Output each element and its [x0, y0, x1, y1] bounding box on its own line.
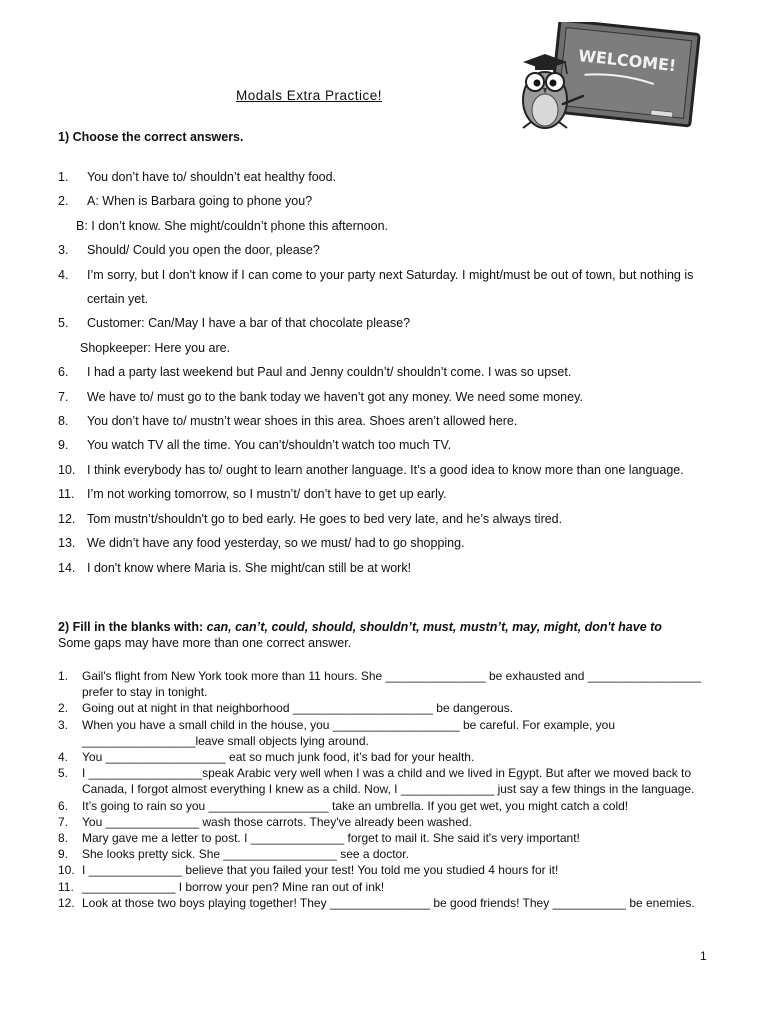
question-text: A: When is Barbara going to phone you?	[87, 194, 313, 209]
question-number: 12.	[58, 511, 76, 526]
question-number: 4.	[58, 750, 69, 765]
question-text: When you have a small child in the house, you ___________________ be careful. For example, you _________________leave small objects lying around.	[82, 717, 616, 748]
owl-teacher-chalkboard-illustration	[505, 22, 705, 134]
question-number: 12.	[58, 895, 75, 910]
question-text: You ______________ wash those carrots. They've already been washed.	[82, 814, 472, 829]
fill-blank-item	[58, 765, 708, 797]
question-number: 2.	[58, 194, 69, 209]
question-number: 10.	[58, 863, 75, 878]
question-text: You don’t have to/ shouldn’t eat healthy food.	[87, 170, 337, 184]
question-text: I don't know where Maria is. She might/can still be at work!	[87, 560, 412, 575]
question-number: 8.	[58, 831, 69, 846]
fill-blank-item	[58, 895, 708, 911]
section2-heading-note: Some gaps may have more than one correct answer.	[58, 636, 352, 650]
section1-heading: 1) Choose the correct answers.	[58, 130, 244, 144]
question-item	[58, 507, 698, 531]
section2-word-bank: can, can’t, could, should, shouldn’t, must, mustn’t, may, might, don't have to	[206, 620, 662, 634]
question-text: It’s going to rain so you __________________ take an umbrella. If you get wet, you might catch a cold!	[82, 798, 629, 813]
question-text: Look at those two boys playing together! They _______________ be good friends! They ___________ be enemies.	[82, 895, 695, 910]
question-number: 13.	[58, 536, 76, 551]
question-item	[58, 385, 698, 409]
question-item	[58, 360, 698, 384]
question-item	[58, 482, 698, 506]
fill-blank-item	[58, 749, 708, 765]
question-text: You watch TV all the time. You can’t/shouldn’t watch too much TV.	[87, 438, 452, 453]
question-text: Tom mustn’t/shouldn't go to bed early. He goes to bed very late, and he’s always tired.	[87, 511, 563, 526]
question-number: 2.	[58, 701, 69, 716]
question-number: 7.	[58, 814, 69, 829]
question-text: Customer: Can/May I have a bar of that chocolate please?	[87, 316, 411, 331]
question-text: Gail's flight from New York took more than 11 hours. She _______________ be exhausted and _________________ prefer to stay in tonight.	[82, 669, 702, 700]
question-item	[58, 263, 698, 312]
question-text: I _________________speak Arabic very well when I was a child and we lived in Egypt. But after we moved back to Canada, I forgot almost everything I knew as a child. Now, I ______________ just say a few things in the language.	[82, 766, 695, 797]
question-text: ______________ I borrow your pen? Mine ran out of ink!	[82, 879, 385, 894]
question-item	[58, 556, 698, 580]
question-text: I ______________ believe that you failed your test! You told me you studied 4 hours for it!	[82, 863, 559, 878]
question-number: 14.	[58, 560, 76, 575]
fill-blank-item	[58, 700, 708, 716]
question-text: You don’t have to/ mustn’t wear shoes in this area. Shoes aren’t allowed here.	[87, 414, 518, 429]
section2-heading	[58, 619, 698, 651]
question-text: Should/ Could you open the door, please?	[87, 243, 320, 258]
question-number: 11.	[58, 879, 74, 894]
question-number: 8.	[58, 414, 69, 429]
page-number: 1	[700, 949, 707, 963]
worksheet-title: Modals Extra Practice!	[235, 88, 383, 103]
question-item	[58, 165, 698, 189]
question-item	[58, 311, 698, 335]
question-item	[58, 238, 698, 262]
question-number: 6.	[58, 798, 69, 813]
question-text: I’m not working tomorrow, so I mustn’t/ don’t have to get up early.	[87, 487, 447, 502]
question-subline: B: I don’t know. She might/couldn’t phone this afternoon.	[76, 218, 389, 233]
question-item	[58, 189, 698, 213]
fill-blank-item	[58, 717, 708, 749]
welcome-board-text: WELCOME!	[577, 46, 678, 76]
question-number: 3.	[58, 717, 69, 732]
section2-question-list	[58, 668, 708, 911]
fill-blank-item	[58, 862, 708, 878]
question-item	[58, 531, 698, 555]
question-text: We have to/ must go to the bank today we haven’t got any money. We need some money.	[87, 389, 583, 404]
section2-heading-lead: 2) Fill in the blanks with:	[58, 620, 207, 634]
question-subline: Shopkeeper: Here you are.	[80, 340, 231, 355]
question-number: 10.	[58, 462, 76, 477]
question-number: 7.	[58, 389, 69, 404]
question-text: I had a party last weekend but Paul and Jenny couldn’t/ shouldn’t come. I was so upset.	[87, 365, 572, 380]
question-number: 1.	[58, 669, 69, 683]
question-text: You __________________ eat so much junk food, it’s bad for your health.	[82, 750, 475, 765]
question-text: I think everybody has to/ ought to learn another language. It’s a good idea to know more than one language.	[87, 462, 684, 477]
section1-question-list	[58, 165, 698, 580]
question-number: 9.	[58, 847, 69, 862]
question-item	[58, 433, 698, 457]
fill-blank-item	[58, 879, 708, 895]
question-text: She looks pretty sick. She _________________ see a doctor.	[82, 847, 409, 862]
question-item	[58, 409, 698, 433]
question-number: 9.	[58, 438, 69, 453]
question-text: Going out at night in that neighborhood _____________________ be dangerous.	[82, 701, 514, 716]
question-item	[58, 458, 698, 482]
question-text: We didn’t have any food yesterday, so we must/ had to go shopping.	[87, 536, 465, 551]
fill-blank-item	[58, 668, 708, 700]
question-number: 4.	[58, 267, 69, 282]
question-number: 5.	[58, 316, 69, 331]
fill-blank-item	[58, 830, 708, 846]
question-number: 5.	[58, 766, 69, 781]
question-text: Mary gave me a letter to post. I ______________ forget to mail it. She said it's very important!	[82, 831, 580, 846]
question-number: 6.	[58, 365, 69, 380]
question-number: 11.	[58, 487, 75, 502]
fill-blank-item	[58, 846, 708, 862]
fill-blank-item	[58, 798, 708, 814]
question-number: 1.	[58, 170, 69, 184]
fill-blank-item	[58, 814, 708, 830]
question-text: I’m sorry, but I don't know if I can come to your party next Saturday. I might/must be out of town, but nothing is certain yet.	[87, 267, 694, 307]
question-number: 3.	[58, 243, 69, 258]
